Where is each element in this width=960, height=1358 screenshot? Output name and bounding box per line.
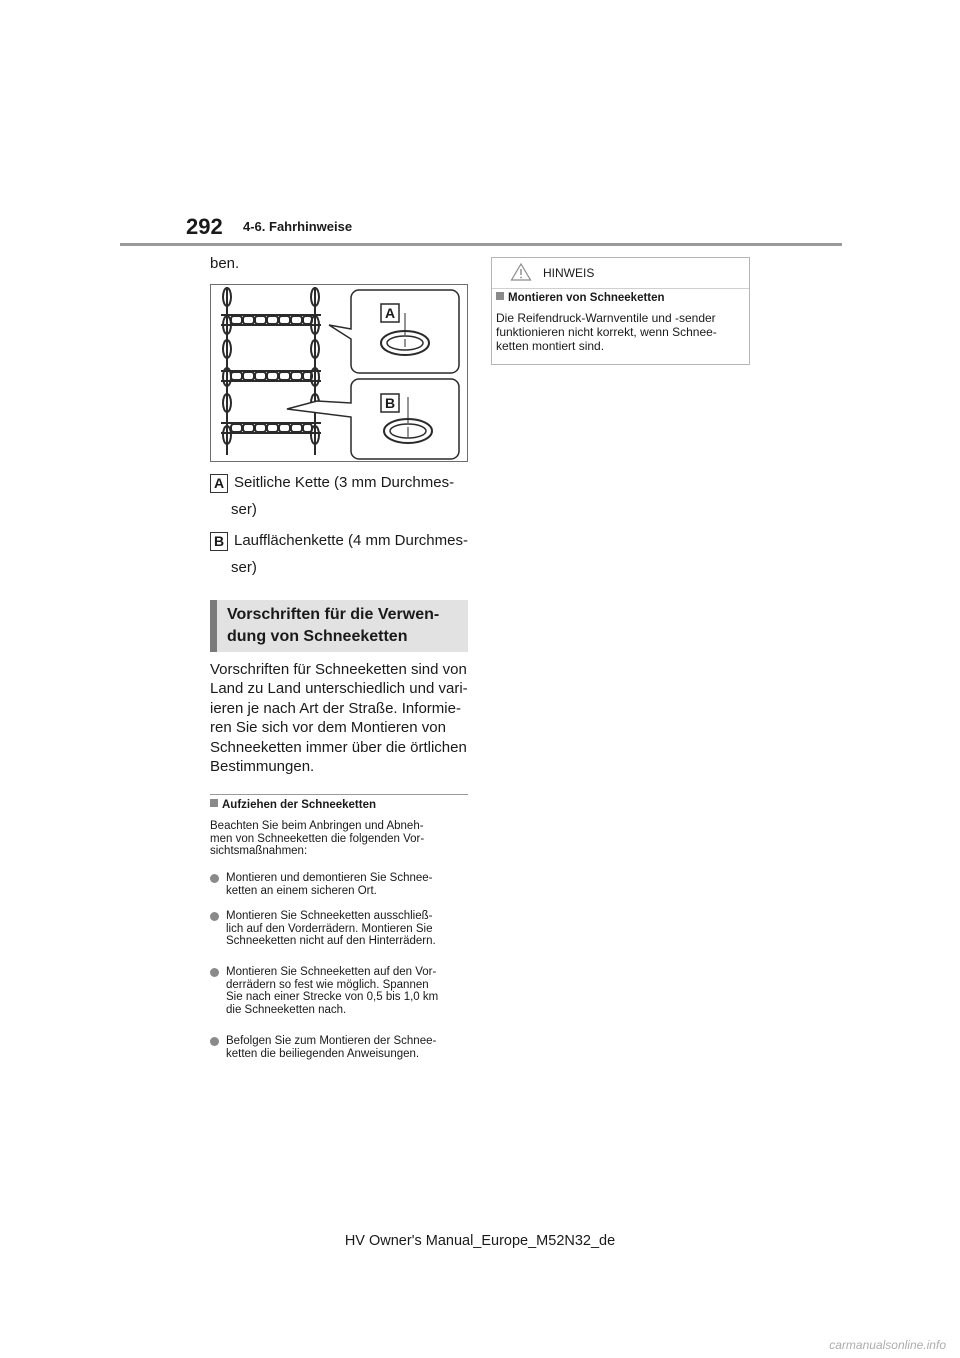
- body-line: Land zu Land unterschiedlich und vari-: [210, 680, 468, 698]
- snow-chain-illustration: [211, 285, 467, 461]
- intro-line: men von Schneeketten die folgenden Vor-: [210, 832, 425, 845]
- square-bullet-icon: [496, 292, 504, 300]
- legend-key-a: A: [210, 474, 228, 493]
- header-divider: [120, 243, 842, 246]
- bullet-line: ketten an einem sicheren Ort.: [226, 884, 377, 897]
- bullet-line: Montieren Sie Schneeketten ausschließ-: [226, 910, 433, 922]
- bullet-dot-icon: [210, 1037, 219, 1046]
- precautions-intro: [210, 820, 472, 858]
- subsection-divider: [210, 794, 468, 795]
- section-heading: [210, 600, 468, 652]
- legend-text-b-cont: ser): [231, 559, 257, 576]
- footer-text: HV Owner's Manual_Europe_M52N32_de: [344, 1233, 616, 1249]
- notice-line: funktionieren nicht korrekt, wenn Schnee-: [496, 325, 717, 339]
- bullet-line: Befolgen Sie zum Montieren der Schnee-: [226, 1035, 437, 1047]
- tread-chain-middle: [221, 371, 321, 381]
- notice-box: [491, 257, 750, 365]
- legend-text-a-cont: ser): [231, 501, 257, 518]
- tread-chain-bottom: [221, 423, 321, 433]
- notice-line: ketten montiert sind.: [496, 339, 605, 353]
- section-title: 4-6. Fahrhinweise: [243, 219, 353, 234]
- bullet-line: Montieren und demontieren Sie Schnee-: [226, 872, 433, 884]
- body-line: ieren je nach Art der Straße. Informie-: [210, 699, 461, 717]
- intro-line: sichtsmaßnahmen:: [210, 845, 308, 858]
- legend-text-a: Seitliche Kette (3 mm Durchmes-: [234, 474, 455, 491]
- body-line: Bestimmungen.: [210, 758, 315, 776]
- body-line: Schneeketten immer über die örtlichen: [210, 738, 467, 756]
- warning-triangle-icon: [510, 262, 532, 282]
- bullet-line: Schneeketten nicht auf den Hinterrädern.: [226, 935, 436, 948]
- body-line: ren Sie sich vor dem Montieren von: [210, 719, 446, 737]
- section-heading-line2: dung von Schneeketten: [227, 628, 408, 645]
- snow-chain-figure: [210, 284, 468, 462]
- square-bullet-icon: [210, 799, 218, 807]
- bullet-dot-icon: [210, 874, 219, 883]
- callout-b: [287, 379, 459, 459]
- bullet-line: ketten die beiliegenden Anweisungen.: [226, 1047, 420, 1060]
- legend-item-a: [210, 472, 454, 494]
- section-heading-line1: Vorschriften für die Verwen-: [227, 606, 440, 623]
- page-number: 292: [186, 214, 223, 239]
- watermark: carmanualsonline.info: [829, 1338, 946, 1352]
- legend-item-b: [210, 530, 468, 552]
- callout-a: [329, 290, 459, 373]
- notice-subheading: [496, 292, 665, 304]
- subsection-heading-text: Aufziehen der Schneeketten: [222, 799, 377, 811]
- notice-header: [492, 258, 749, 289]
- bullet-line: Sie nach einer Strecke von 0,5 bis 1,0 km: [226, 991, 439, 1004]
- notice-subheading-text: Montieren von Schneeketten: [508, 292, 665, 304]
- body-line: Vorschriften für Schneeketten sind von: [210, 661, 467, 678]
- bullet-line: derrädern so fest wie möglich. Spannen: [226, 978, 429, 991]
- bullet-line: Montieren Sie Schneeketten auf den Vor-: [226, 966, 437, 978]
- bullet-line: lich auf den Vorderrädern. Montieren Sie: [226, 922, 433, 935]
- callout-b-label: B: [384, 395, 396, 411]
- notice-text: [496, 311, 746, 353]
- bullet-dot-icon: [210, 912, 219, 921]
- legend-key-b: B: [210, 532, 228, 551]
- intro-line: Beachten Sie beim Anbringen und Abneh-: [210, 820, 424, 832]
- notice-line: Die Reifendruck-Warnventile und -sender: [496, 311, 716, 325]
- tread-chain-top: [221, 315, 321, 325]
- bullet-dot-icon: [210, 968, 219, 977]
- regulations-paragraph: [210, 660, 472, 776]
- notice-label: HINWEIS: [543, 266, 595, 280]
- bullet-line: die Schneeketten nach.: [226, 1003, 347, 1016]
- callout-a-label: A: [384, 305, 396, 321]
- continued-text: ben.: [210, 255, 240, 272]
- legend-text-b: Laufflächenkette (4 mm Durchmes-: [234, 532, 468, 549]
- subsection-heading: [210, 799, 376, 811]
